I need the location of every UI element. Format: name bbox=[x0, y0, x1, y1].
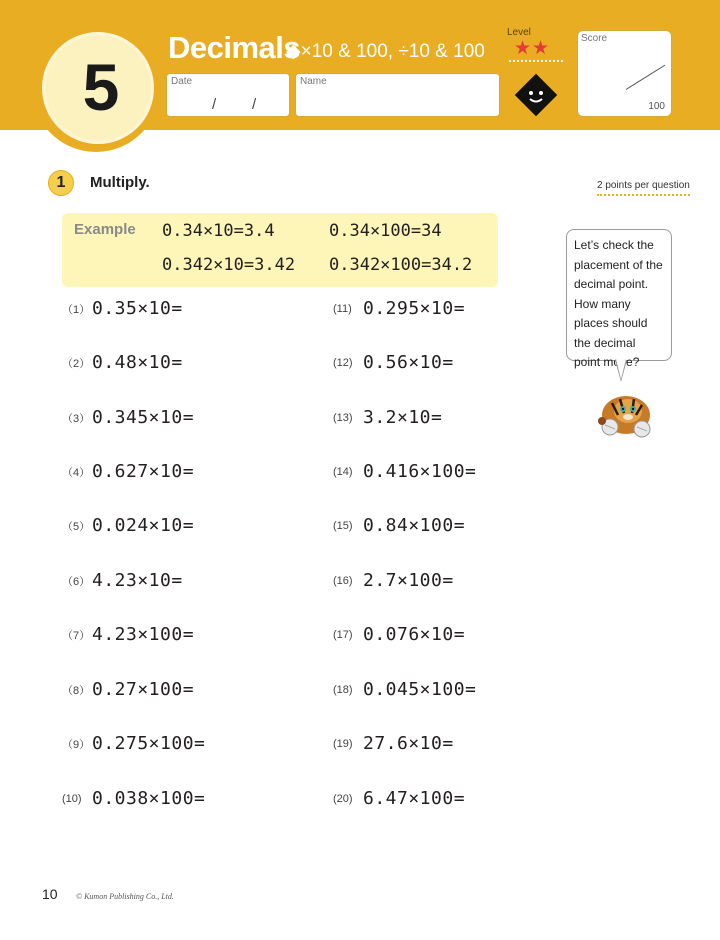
problem-item[interactable] bbox=[62, 298, 183, 322]
problem-item[interactable] bbox=[333, 679, 476, 703]
problem-expression: 3.2×10= bbox=[363, 407, 443, 428]
problem-number: （1） bbox=[62, 303, 91, 316]
unit-number: 5 bbox=[82, 50, 120, 124]
score-max: 100 bbox=[648, 101, 665, 112]
problem-item[interactable] bbox=[62, 788, 205, 812]
problem-expression: 4.23×100= bbox=[92, 624, 195, 645]
problem-number: （7） bbox=[62, 629, 91, 642]
problem-expression: 0.27×100= bbox=[92, 679, 195, 700]
date-label: Date bbox=[171, 76, 193, 87]
tiger-mascot-icon bbox=[590, 385, 660, 440]
problem-number: (13) bbox=[333, 411, 353, 424]
problem-item[interactable] bbox=[333, 407, 442, 431]
example-label: Example bbox=[74, 221, 136, 238]
problem-item[interactable] bbox=[333, 352, 454, 376]
problem-expression: 0.345×10= bbox=[92, 407, 195, 428]
problem-expression: 0.56×10= bbox=[363, 352, 454, 373]
problem-number: (16) bbox=[333, 574, 353, 587]
problem-expression: 0.48×10= bbox=[92, 352, 183, 373]
problem-number: (14) bbox=[333, 465, 353, 478]
problem-number: （9） bbox=[62, 738, 91, 751]
problem-number: （4） bbox=[62, 466, 91, 479]
problem-expression: 0.295×10= bbox=[363, 298, 466, 319]
example-item: 0.34×10=3.4 bbox=[162, 221, 275, 241]
problem-item[interactable] bbox=[62, 570, 183, 594]
problem-number: (12) bbox=[333, 356, 353, 369]
problem-number: (17) bbox=[333, 628, 353, 641]
level-dotted-line bbox=[509, 60, 563, 62]
hint-text: Let’s check the placement of the decimal point. How many places should the decimal point move? bbox=[574, 238, 663, 369]
problem-expression: 0.416×100= bbox=[363, 461, 477, 482]
level-label: Level bbox=[507, 27, 531, 38]
problem-item[interactable] bbox=[62, 624, 194, 648]
problem-expression: 0.024×10= bbox=[92, 515, 195, 536]
problem-expression: 0.038×100= bbox=[92, 788, 206, 809]
problem-item[interactable] bbox=[62, 733, 205, 757]
problem-number: （6） bbox=[62, 575, 91, 588]
problem-number: （2） bbox=[62, 357, 91, 370]
problem-number: (11) bbox=[333, 302, 352, 315]
problem-number: (10) bbox=[62, 792, 82, 805]
problem-number: (18) bbox=[333, 683, 353, 696]
problem-expression: 6.47×100= bbox=[363, 788, 466, 809]
problem-expression: 0.045×100= bbox=[363, 679, 477, 700]
page-number: 10 bbox=[42, 886, 58, 902]
date-separator: / bbox=[212, 96, 217, 113]
name-field[interactable] bbox=[295, 73, 500, 117]
example-item: 0.342×10=3.42 bbox=[162, 255, 296, 275]
problem-item[interactable] bbox=[333, 298, 465, 322]
problem-number: （5） bbox=[62, 520, 91, 533]
problem-expression: 4.23×10= bbox=[92, 570, 183, 591]
hint-bubble bbox=[566, 229, 672, 369]
score-divider bbox=[626, 65, 666, 90]
points-note: 2 points per question bbox=[597, 180, 690, 196]
unit-badge bbox=[42, 32, 154, 144]
problem-expression: 0.076×10= bbox=[363, 624, 466, 645]
copyright: © Kumon Publishing Co., Ltd. bbox=[76, 892, 174, 901]
problem-number: (19) bbox=[333, 737, 353, 750]
problem-expression: 0.35×10= bbox=[92, 298, 183, 319]
problem-item[interactable] bbox=[333, 570, 454, 594]
example-item: 0.34×100=34 bbox=[329, 221, 442, 241]
problem-item[interactable] bbox=[333, 788, 465, 812]
problem-number: （8） bbox=[62, 684, 91, 697]
example-item: 0.342×100=34.2 bbox=[329, 255, 473, 275]
problem-item[interactable] bbox=[333, 733, 454, 757]
date-separator: / bbox=[252, 96, 257, 113]
diamond-face-icon bbox=[515, 74, 557, 116]
problem-item[interactable] bbox=[333, 624, 465, 648]
problem-number: (20) bbox=[333, 792, 353, 805]
problem-item[interactable] bbox=[62, 679, 194, 703]
problem-expression: 2.7×100= bbox=[363, 570, 454, 591]
score-field[interactable] bbox=[577, 30, 672, 117]
problem-item[interactable] bbox=[333, 515, 465, 539]
problem-item[interactable] bbox=[62, 407, 194, 431]
problem-item[interactable] bbox=[62, 461, 194, 485]
name-label: Name bbox=[300, 76, 327, 87]
problem-expression: 0.275×100= bbox=[92, 733, 206, 754]
problem-expression: 0.627×10= bbox=[92, 461, 195, 482]
level-stars-icon: ★★ bbox=[514, 37, 551, 59]
problem-item[interactable] bbox=[62, 352, 183, 376]
page-subtitle: ◆×10 & 100, ÷10 & 100 bbox=[286, 41, 485, 62]
page-title: Decimals bbox=[168, 30, 301, 65]
problem-expression: 27.6×10= bbox=[363, 733, 454, 754]
problem-number: (15) bbox=[333, 519, 353, 532]
example-box bbox=[62, 213, 498, 287]
section-number: 1 bbox=[48, 170, 74, 196]
problem-item[interactable] bbox=[333, 461, 476, 485]
section-title: Multiply. bbox=[90, 174, 150, 191]
date-field[interactable] bbox=[166, 73, 290, 117]
problem-expression: 0.84×100= bbox=[363, 515, 466, 536]
problem-item[interactable] bbox=[62, 515, 194, 539]
score-label: Score bbox=[581, 33, 608, 44]
problem-number: （3） bbox=[62, 412, 91, 425]
